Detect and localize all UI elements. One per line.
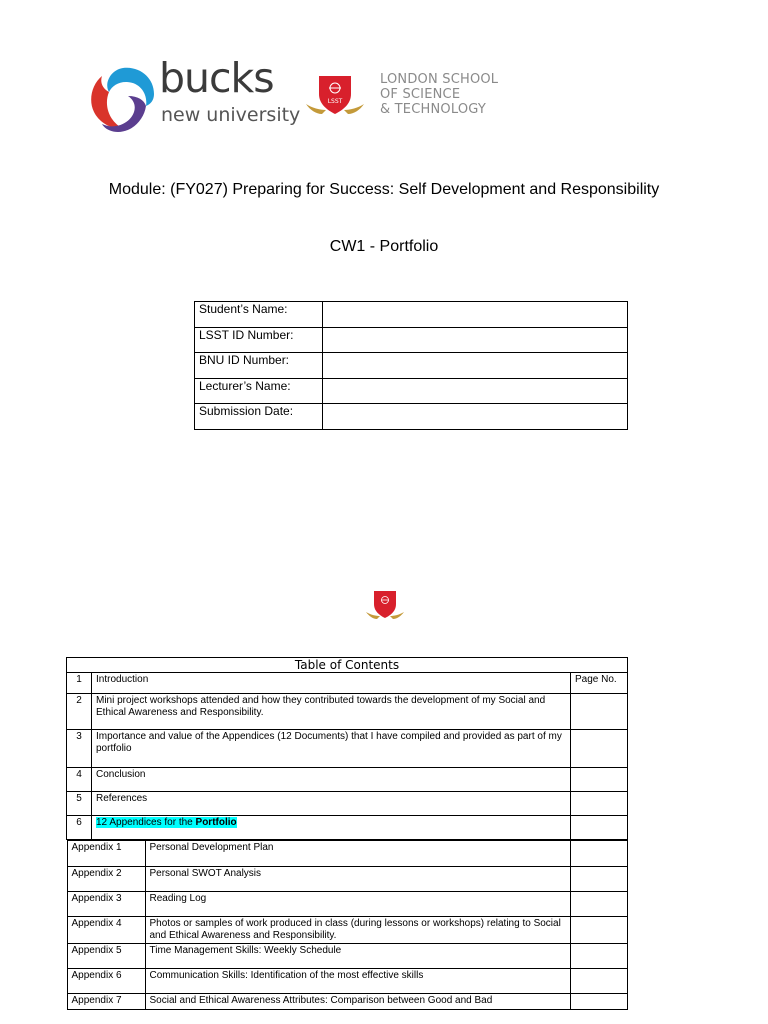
toc-row	[67, 792, 628, 816]
appendix-page-cell	[570, 841, 627, 867]
appendix-text[interactable]: Personal SWOT Analysis	[145, 867, 570, 892]
submission-date-label: Submission Date:	[195, 404, 323, 430]
toc-page-cell	[571, 730, 628, 768]
appendix-text[interactable]: Communication Skills: Identification of the most effective skills	[145, 969, 570, 994]
lsst-id-field[interactable]	[323, 327, 628, 353]
toc-row-number: 1	[67, 673, 92, 694]
appendix-row	[67, 969, 627, 994]
lecturer-name-field[interactable]	[323, 378, 628, 404]
appendices-heading-bold: Portfolio	[195, 817, 237, 828]
lsst-name-line-1: LONDON SCHOOL	[380, 72, 499, 87]
appendix-text[interactable]: Reading Log	[145, 892, 570, 917]
submission-date-field[interactable]	[323, 404, 628, 430]
bnu-id-field[interactable]	[323, 353, 628, 379]
student-info-row	[195, 353, 628, 379]
appendices-heading-text: 12 Appendices for the	[96, 817, 196, 828]
toc-appendix-block	[67, 840, 628, 1011]
toc-page-cell	[571, 792, 628, 816]
toc-header-row	[67, 658, 628, 673]
appendix-page-cell	[570, 917, 627, 944]
appendix-label: Appendix 1	[67, 841, 145, 867]
toc-title: Table of Contents	[67, 658, 628, 673]
appendix-label: Appendix 5	[67, 944, 145, 969]
toc-page-cell	[571, 816, 628, 840]
appendix-page-cell	[570, 944, 627, 969]
student-name-field[interactable]	[323, 302, 628, 328]
toc-row	[67, 694, 628, 730]
toc-row-number: 4	[67, 768, 92, 792]
lsst-crest-small-icon	[364, 588, 406, 622]
toc-page-cell	[571, 694, 628, 730]
lsst-crest-small	[364, 588, 406, 622]
toc-row-number: 2	[67, 694, 92, 730]
appendix-row	[67, 892, 627, 917]
appendix-table	[67, 840, 628, 1010]
toc-row	[67, 673, 628, 694]
bucks-logo-word: bucks	[159, 54, 274, 102]
appendix-label: Appendix 6	[67, 969, 145, 994]
coursework-title: CW1 - Portfolio	[329, 238, 439, 255]
appendix-row	[67, 917, 627, 944]
toc-page-cell	[571, 768, 628, 792]
appendix-text[interactable]: Personal Development Plan	[145, 841, 570, 867]
lecturer-name-label: Lecturer’s Name:	[195, 378, 323, 404]
toc-row-text[interactable]: Mini project workshops attended and how they contributed towards the development of my Social and Ethical Awareness and Responsibility.	[92, 694, 571, 730]
toc-row-number: 6	[67, 816, 92, 840]
student-info-row	[195, 302, 628, 328]
bucks-swirl-icon	[88, 64, 158, 136]
toc-row-number: 5	[67, 792, 92, 816]
appendix-row	[67, 994, 627, 1010]
appendix-row	[67, 944, 627, 969]
toc-row-text[interactable]: Importance and value of the Appendices (12 Documents) that I have compiled and provided as part of my portfolio	[92, 730, 571, 768]
student-info-table	[194, 301, 628, 430]
toc-row	[67, 730, 628, 768]
appendix-label: Appendix 3	[67, 892, 145, 917]
appendix-label: Appendix 7	[67, 994, 145, 1010]
lsst-name-line-3: & TECHNOLOGY	[380, 102, 487, 117]
appendix-page-cell	[570, 969, 627, 994]
toc-row-text[interactable]: Conclusion	[92, 768, 571, 792]
toc-row-text[interactable]: References	[92, 792, 571, 816]
student-info-row	[195, 404, 628, 430]
lsst-logo	[302, 70, 517, 122]
appendix-page-cell	[570, 892, 627, 917]
appendix-page-cell	[570, 867, 627, 892]
student-info-row	[195, 378, 628, 404]
appendix-text[interactable]: Time Management Skills: Weekly Schedule	[145, 944, 570, 969]
toc-row	[67, 768, 628, 792]
appendix-row	[67, 867, 627, 892]
lsst-name	[380, 72, 498, 117]
student-name-label: Student’s Name:	[195, 302, 323, 328]
student-info-row	[195, 327, 628, 353]
bnu-id-label: BNU ID Number:	[195, 353, 323, 379]
appendix-text[interactable]: Social and Ethical Awareness Attributes: Comparison between Good and Bad	[145, 994, 570, 1010]
toc-row-text[interactable]	[92, 816, 571, 840]
lsst-crest-label: LSST	[327, 98, 343, 105]
lsst-crest-icon	[302, 70, 368, 120]
appendix-page-cell	[570, 994, 627, 1010]
lsst-id-label: LSST ID Number:	[195, 327, 323, 353]
bucks-university-logo	[88, 54, 301, 136]
appendix-label: Appendix 4	[67, 917, 145, 944]
appendices-heading-highlight	[96, 817, 237, 828]
bucks-logo-subtitle: new university	[161, 104, 301, 126]
appendix-label: Appendix 2	[67, 867, 145, 892]
toc-page-header: Page No.	[571, 673, 628, 694]
appendix-text[interactable]: Photos or samples of work produced in class (during lessons or workshops) relating to Social and Ethical Awareness and Responsibility.	[145, 917, 570, 944]
toc-row-number: 3	[67, 730, 92, 768]
toc-row-text[interactable]: Introduction	[92, 673, 571, 694]
toc-row	[67, 816, 628, 840]
module-title: Module: (FY027) Preparing for Success: Self Development and Responsibility	[108, 181, 660, 198]
table-of-contents	[66, 657, 628, 1010]
appendix-row	[67, 841, 627, 867]
lsst-name-line-2: OF SCIENCE	[380, 87, 461, 102]
